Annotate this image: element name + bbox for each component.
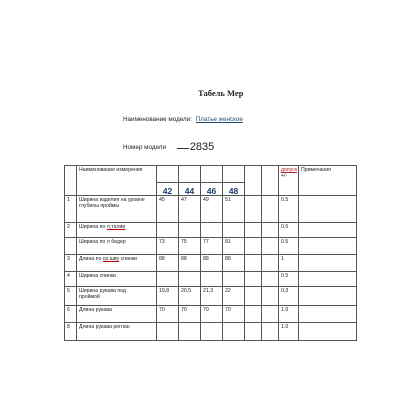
row-name [77,306,157,323]
row-empty [245,196,262,223]
row-notes [299,255,357,272]
row-name [77,238,157,255]
row-value-48 [223,272,245,287]
row-num: 2 [65,223,77,238]
table-row [65,238,357,255]
header-notes-cell [299,166,357,196]
row-name-text: Ширина рукава под [79,288,126,294]
row-value-42: 73 [157,238,179,255]
row-value-44 [179,272,201,287]
header-tolerance-b: +/- [281,173,288,179]
row-num: 3 [65,255,77,272]
table-row [65,323,357,341]
model-name-value: Платье женское [195,116,243,123]
row-num: 6 [65,306,77,323]
model-number-value: 2835 [189,141,215,153]
table-header-row [65,166,357,183]
row-tolerance: 0.5 [279,238,299,255]
row-value-42: 19,8 [157,287,179,306]
row-notes [299,223,357,238]
header-name: Наименование измерения [79,167,143,173]
header-size-blank [201,166,223,183]
row-value-44: 75 [179,238,201,255]
table-row [65,287,357,306]
row-num [65,238,77,255]
row-value-42 [157,223,179,238]
row-notes [299,196,357,223]
row-name [77,287,157,306]
model-number-label: Номер модели [123,144,166,151]
header-notes: Примечания [301,167,331,173]
row-value-42: 45 [157,196,179,223]
row-name [77,323,157,341]
row-name-text: Длина рукава реглан [79,324,130,330]
table-row [65,272,357,287]
row-empty [245,223,262,238]
row-value-48: 81 [223,238,245,255]
row-name [77,272,157,287]
row-empty [262,323,279,341]
row-num: 4 [65,272,77,287]
row-value-46: 21,3 [201,287,223,306]
row-name-text-2: глубины проймы [79,203,120,209]
row-value-44 [179,323,201,341]
row-empty [245,323,262,341]
row-value-46 [201,323,223,341]
row-empty [262,196,279,223]
row-tolerance: 0.5 [279,272,299,287]
row-value-42 [157,272,179,287]
row-value-42: 88 [157,255,179,272]
row-tolerance: 1.0 [279,323,299,341]
row-value-44 [179,223,201,238]
row-empty [245,238,262,255]
row-tolerance: 1 [279,255,299,272]
model-name-label: Наименование модели [123,116,191,123]
row-tolerance: 1.0 [279,306,299,323]
row-value-42: 70 [157,306,179,323]
row-value-46 [201,223,223,238]
row-num: 8 [65,323,77,341]
row-name-text-2: спинки [120,256,137,262]
row-empty [245,272,262,287]
row-name [77,196,157,223]
header-name-cell [77,166,157,196]
row-notes [299,306,357,323]
header-size-blank [179,166,201,183]
row-value-44: 20,5 [179,287,201,306]
size-header-46: 46 [201,183,223,196]
table-row [65,306,357,323]
row-value-44: 88 [179,255,201,272]
header-empty-cell [262,166,279,196]
row-empty [262,306,279,323]
document-title: Табель Мер [198,88,244,98]
row-name-text: Ширина изделия на уровне [79,197,145,203]
header-tolerance-a: допуск [281,167,298,173]
row-notes [299,287,357,306]
row-value-46: 49 [201,196,223,223]
row-value-44: 47 [179,196,201,223]
row-value-48 [223,223,245,238]
row-value-48: 88 [223,255,245,272]
row-empty [262,238,279,255]
model-number-row [123,141,214,153]
row-name-underlined: ср.шву [102,256,120,262]
row-empty [245,287,262,306]
row-value-46: 77 [201,238,223,255]
row-value-46: 70 [201,306,223,323]
row-name-text: Ширина по [79,224,106,230]
header-size-blank [223,166,245,183]
row-empty [262,223,279,238]
model-number-underline [177,148,189,149]
row-notes [299,323,357,341]
row-value-42 [157,323,179,341]
size-header-44: 44 [179,183,201,196]
row-name-text: Длина рукава [79,307,112,313]
row-value-46 [201,272,223,287]
row-name [77,223,157,238]
row-value-44: 70 [179,306,201,323]
row-name-text: Ширина спинки [79,273,116,279]
header-tolerance-cell [279,166,299,196]
row-name-text-2: проймой [79,294,100,300]
row-tolerance: 0,3 [279,287,299,306]
row-num: 5 [65,287,77,306]
row-tolerance: 0.5 [279,196,299,223]
table-row [65,255,357,272]
row-empty [262,272,279,287]
row-empty [245,255,262,272]
row-value-48 [223,323,245,341]
row-name-text: Длина по [79,256,102,262]
model-name-row: Наименование модели: Платье женское [123,116,243,123]
row-num: 1 [65,196,77,223]
header-num-cell [65,166,77,196]
row-value-48: 22 [223,287,245,306]
size-header-48: 48 [223,183,245,196]
row-value-48: 51 [223,196,245,223]
row-value-46: 88 [201,255,223,272]
row-name-underlined: л.талии [106,224,126,230]
header-size-blank [157,166,179,183]
row-name [77,255,157,272]
header-empty-cell [245,166,262,196]
row-notes [299,272,357,287]
measurement-table [64,165,357,341]
size-header-42: 42 [157,183,179,196]
row-empty [245,306,262,323]
row-empty [262,287,279,306]
row-empty [262,255,279,272]
table-row [65,196,357,223]
row-notes [299,238,357,255]
table-row [65,223,357,238]
row-value-48: 70 [223,306,245,323]
row-tolerance: 0.5 [279,223,299,238]
row-name-text: Ширина по л бедер [79,239,126,245]
